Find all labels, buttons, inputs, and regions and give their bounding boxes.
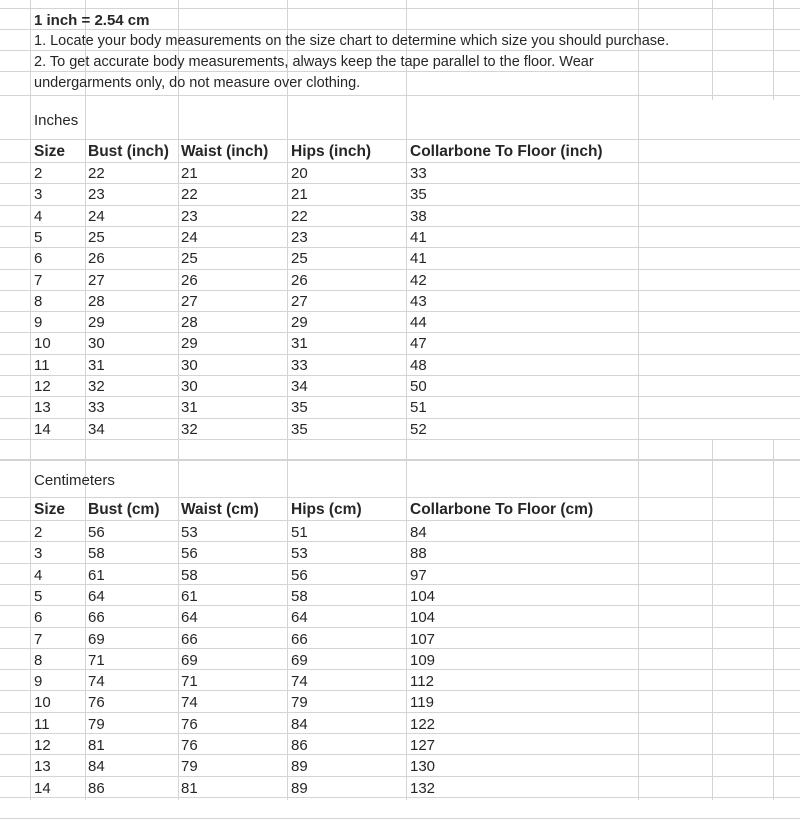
inches-cell-waist: 32 — [181, 421, 198, 438]
instruction-1: 1. Locate your body measurements on the size chart to determine which size you should purchase. — [34, 33, 670, 49]
centimeters-cell-size: 5 — [34, 588, 43, 605]
inches-cell-collarbone-to-floor: 50 — [410, 378, 427, 395]
inches-cell-hips: 23 — [291, 229, 308, 246]
centimeters-cell-hips: 64 — [291, 609, 308, 626]
centimeters-cell-bust: 74 — [88, 673, 105, 690]
gridline-horizontal — [0, 418, 800, 419]
centimeters-cell-collarbone-to-floor: 109 — [410, 652, 436, 669]
gridline-horizontal — [0, 162, 800, 163]
inches-cell-size: 10 — [34, 335, 51, 352]
centimeters-cell-size: 11 — [34, 716, 50, 733]
inches-cell-waist: 31 — [181, 399, 198, 416]
gridline-horizontal — [0, 95, 800, 96]
centimeters-cell-hips: 79 — [291, 694, 308, 711]
inches-cell-waist: 25 — [181, 250, 198, 267]
centimeters-header-waist: Waist (cm) — [181, 501, 259, 518]
inches-cell-waist: 30 — [181, 378, 198, 395]
gridline-horizontal — [0, 627, 800, 628]
gridline-horizontal — [0, 290, 800, 291]
inches-cell-hips: 20 — [291, 165, 308, 182]
inches-cell-waist: 30 — [181, 357, 198, 374]
inches-cell-bust: 29 — [88, 314, 105, 331]
centimeters-cell-size: 6 — [34, 609, 43, 626]
inches-section-title: Inches — [34, 112, 79, 129]
inches-header-size: Size — [34, 143, 66, 160]
centimeters-cell-collarbone-to-floor: 112 — [410, 673, 434, 690]
centimeters-cell-size: 13 — [34, 758, 51, 775]
inches-cell-hips: 29 — [291, 314, 308, 331]
gridline-horizontal — [0, 8, 800, 9]
centimeters-cell-waist: 71 — [181, 673, 198, 690]
inches-cell-bust: 32 — [88, 378, 105, 395]
centimeters-cell-size: 7 — [34, 631, 43, 648]
inches-cell-hips: 27 — [291, 293, 308, 310]
centimeters-cell-hips: 89 — [291, 758, 308, 775]
gridline-horizontal — [0, 460, 800, 461]
gridline-vertical — [85, 0, 86, 800]
gridline-horizontal — [0, 563, 800, 564]
inches-cell-collarbone-to-floor: 42 — [410, 272, 427, 289]
centimeters-cell-waist: 56 — [181, 545, 198, 562]
centimeters-cell-hips: 74 — [291, 673, 308, 690]
inches-cell-size: 3 — [34, 186, 43, 203]
gridline-horizontal — [0, 754, 800, 755]
centimeters-cell-waist: 69 — [181, 652, 198, 669]
centimeters-header-size: Size — [34, 501, 66, 518]
centimeters-cell-hips: 69 — [291, 652, 308, 669]
inches-cell-bust: 31 — [88, 357, 105, 374]
inches-cell-size: 2 — [34, 165, 43, 182]
centimeters-cell-bust: 56 — [88, 524, 105, 541]
centimeters-cell-collarbone-to-floor: 97 — [410, 567, 427, 584]
inches-header-hips: Hips (inch) — [291, 143, 372, 160]
inches-cell-bust: 33 — [88, 399, 105, 416]
inches-cell-bust: 27 — [88, 272, 105, 289]
centimeters-cell-waist: 76 — [181, 716, 198, 733]
inches-cell-hips: 35 — [291, 421, 308, 438]
centimeters-cell-bust: 76 — [88, 694, 105, 711]
gridline-horizontal — [0, 605, 800, 606]
centimeters-cell-hips: 66 — [291, 631, 308, 648]
gridline-vertical — [287, 0, 288, 800]
inches-cell-size: 12 — [34, 378, 51, 395]
inches-cell-bust: 28 — [88, 293, 105, 310]
inches-cell-collarbone-to-floor: 48 — [410, 357, 427, 374]
inches-cell-waist: 24 — [181, 229, 198, 246]
inches-cell-collarbone-to-floor: 41 — [410, 229, 427, 246]
gridline-vertical — [406, 0, 407, 800]
inches-header-bust: Bust (inch) — [88, 143, 169, 160]
inches-cell-bust: 22 — [88, 165, 105, 182]
centimeters-cell-size: 4 — [34, 567, 43, 584]
centimeters-header-hips: Hips (cm) — [291, 501, 362, 518]
centimeters-cell-bust: 69 — [88, 631, 105, 648]
inches-cell-hips: 34 — [291, 378, 308, 395]
inches-cell-collarbone-to-floor: 51 — [410, 399, 427, 416]
inches-cell-size: 11 — [34, 357, 50, 374]
inches-header-collarbone-to-floor: Collarbone To Floor (inch) — [410, 143, 603, 160]
gridline-horizontal — [0, 139, 800, 140]
gridline-vertical — [712, 440, 713, 800]
inches-cell-hips: 31 — [291, 335, 308, 352]
inches-header-waist: Waist (inch) — [181, 143, 269, 160]
inches-cell-bust: 34 — [88, 421, 105, 438]
centimeters-cell-collarbone-to-floor: 127 — [410, 737, 436, 754]
instruction-2-line-1: 2. To get accurate body measurements, always keep the tape parallel to the floor. Wear — [34, 54, 594, 70]
centimeters-cell-hips: 51 — [291, 524, 308, 541]
inches-cell-hips: 21 — [291, 186, 308, 203]
centimeters-cell-bust: 58 — [88, 545, 105, 562]
gridline-horizontal — [0, 669, 800, 670]
gridline-horizontal — [0, 459, 800, 460]
centimeters-cell-size: 3 — [34, 545, 43, 562]
inches-cell-size: 8 — [34, 293, 43, 310]
inches-cell-size: 5 — [34, 229, 43, 246]
centimeters-header-collarbone-to-floor: Collarbone To Floor (cm) — [410, 501, 594, 518]
centimeters-cell-size: 8 — [34, 652, 43, 669]
inches-cell-hips: 35 — [291, 399, 308, 416]
centimeters-cell-collarbone-to-floor: 84 — [410, 524, 427, 541]
centimeters-cell-waist: 66 — [181, 631, 198, 648]
inches-cell-collarbone-to-floor: 47 — [410, 335, 427, 352]
gridline-horizontal — [0, 396, 800, 397]
gridline-horizontal — [0, 439, 800, 440]
gridline-vertical — [773, 440, 774, 800]
centimeters-section-title: Centimeters — [34, 472, 115, 489]
inches-cell-hips: 25 — [291, 250, 308, 267]
inches-cell-hips: 33 — [291, 357, 308, 374]
gridline-horizontal — [0, 690, 800, 691]
inches-cell-hips: 22 — [291, 208, 308, 225]
centimeters-cell-waist: 53 — [181, 524, 198, 541]
inches-cell-bust: 23 — [88, 186, 105, 203]
centimeters-cell-hips: 56 — [291, 567, 308, 584]
inches-cell-collarbone-to-floor: 38 — [410, 208, 427, 225]
centimeters-cell-waist: 58 — [181, 567, 198, 584]
centimeters-cell-waist: 64 — [181, 609, 198, 626]
inches-cell-waist: 26 — [181, 272, 198, 289]
centimeters-cell-size: 2 — [34, 524, 43, 541]
gridline-vertical — [178, 0, 179, 800]
gridline-horizontal — [0, 269, 800, 270]
centimeters-cell-collarbone-to-floor: 107 — [410, 631, 436, 648]
centimeters-cell-collarbone-to-floor: 104 — [410, 588, 436, 605]
inches-cell-waist: 28 — [181, 314, 198, 331]
gridline-horizontal — [0, 205, 800, 206]
inches-cell-waist: 27 — [181, 293, 198, 310]
gridline-horizontal — [0, 497, 800, 498]
centimeters-cell-collarbone-to-floor: 119 — [410, 694, 434, 711]
gridline-horizontal — [0, 541, 800, 542]
centimeters-cell-size: 10 — [34, 694, 51, 711]
gridline-horizontal — [0, 520, 800, 521]
inches-cell-bust: 26 — [88, 250, 105, 267]
gridline-horizontal — [0, 733, 800, 734]
inches-cell-hips: 26 — [291, 272, 308, 289]
centimeters-cell-collarbone-to-floor: 104 — [410, 609, 436, 626]
instruction-2-line-2: undergarments only, do not measure over clothing. — [34, 75, 361, 91]
centimeters-cell-hips: 89 — [291, 780, 308, 797]
gridline-horizontal — [0, 226, 800, 227]
inches-cell-waist: 22 — [181, 186, 198, 203]
gridline-horizontal — [0, 776, 800, 777]
gridline-horizontal — [0, 354, 800, 355]
gridline-vertical — [712, 0, 713, 100]
gridline-vertical — [30, 0, 31, 800]
inches-cell-size: 7 — [34, 272, 43, 289]
centimeters-cell-waist: 74 — [181, 694, 198, 711]
centimeters-cell-size: 14 — [34, 780, 51, 797]
centimeters-cell-waist: 76 — [181, 737, 198, 754]
gridline-horizontal — [0, 311, 800, 312]
inches-cell-collarbone-to-floor: 52 — [410, 421, 427, 438]
inches-cell-collarbone-to-floor: 33 — [410, 165, 427, 182]
inches-cell-waist: 21 — [181, 165, 198, 182]
inches-cell-bust: 25 — [88, 229, 105, 246]
inches-cell-size: 14 — [34, 421, 51, 438]
centimeters-cell-bust: 86 — [88, 780, 105, 797]
centimeters-cell-waist: 61 — [181, 588, 198, 605]
centimeters-cell-waist: 79 — [181, 758, 198, 775]
inches-cell-collarbone-to-floor: 41 — [410, 250, 427, 267]
inches-cell-collarbone-to-floor: 35 — [410, 186, 427, 203]
centimeters-cell-hips: 58 — [291, 588, 308, 605]
gridline-horizontal — [0, 584, 800, 585]
centimeters-cell-collarbone-to-floor: 132 — [410, 780, 436, 797]
centimeters-cell-hips: 86 — [291, 737, 308, 754]
centimeters-cell-hips: 53 — [291, 545, 308, 562]
gridline-vertical — [773, 0, 774, 100]
centimeters-cell-bust: 61 — [88, 567, 105, 584]
inches-cell-waist: 23 — [181, 208, 198, 225]
gridline-horizontal — [0, 332, 800, 333]
centimeters-cell-size: 12 — [34, 737, 51, 754]
centimeters-cell-collarbone-to-floor: 122 — [410, 716, 436, 733]
centimeters-cell-size: 9 — [34, 673, 43, 690]
inches-cell-bust: 24 — [88, 208, 105, 225]
centimeters-header-bust: Bust (cm) — [88, 501, 160, 518]
centimeters-cell-bust: 66 — [88, 609, 105, 626]
inches-cell-collarbone-to-floor: 44 — [410, 314, 427, 331]
inches-cell-size: 13 — [34, 399, 51, 416]
centimeters-cell-bust: 84 — [88, 758, 105, 775]
centimeters-cell-bust: 79 — [88, 716, 105, 733]
conversion-note: 1 inch = 2.54 cm — [34, 12, 150, 29]
centimeters-cell-bust: 71 — [88, 652, 105, 669]
inches-cell-waist: 29 — [181, 335, 198, 352]
inches-cell-bust: 30 — [88, 335, 105, 352]
inches-cell-size: 9 — [34, 314, 43, 331]
inches-cell-size: 4 — [34, 208, 43, 225]
gridline-vertical — [638, 0, 639, 800]
centimeters-cell-collarbone-to-floor: 88 — [410, 545, 427, 562]
gridline-horizontal — [0, 712, 800, 713]
centimeters-cell-hips: 84 — [291, 716, 308, 733]
centimeters-cell-waist: 81 — [181, 780, 198, 797]
inches-cell-size: 6 — [34, 250, 43, 267]
centimeters-cell-bust: 64 — [88, 588, 105, 605]
inches-cell-collarbone-to-floor: 43 — [410, 293, 427, 310]
gridline-horizontal — [0, 375, 800, 376]
centimeters-cell-bust: 81 — [88, 737, 105, 754]
gridline-horizontal — [0, 247, 800, 248]
centimeters-cell-collarbone-to-floor: 130 — [410, 758, 436, 775]
gridline-horizontal — [0, 648, 800, 649]
gridline-horizontal — [0, 183, 800, 184]
gridline-horizontal — [0, 797, 800, 798]
